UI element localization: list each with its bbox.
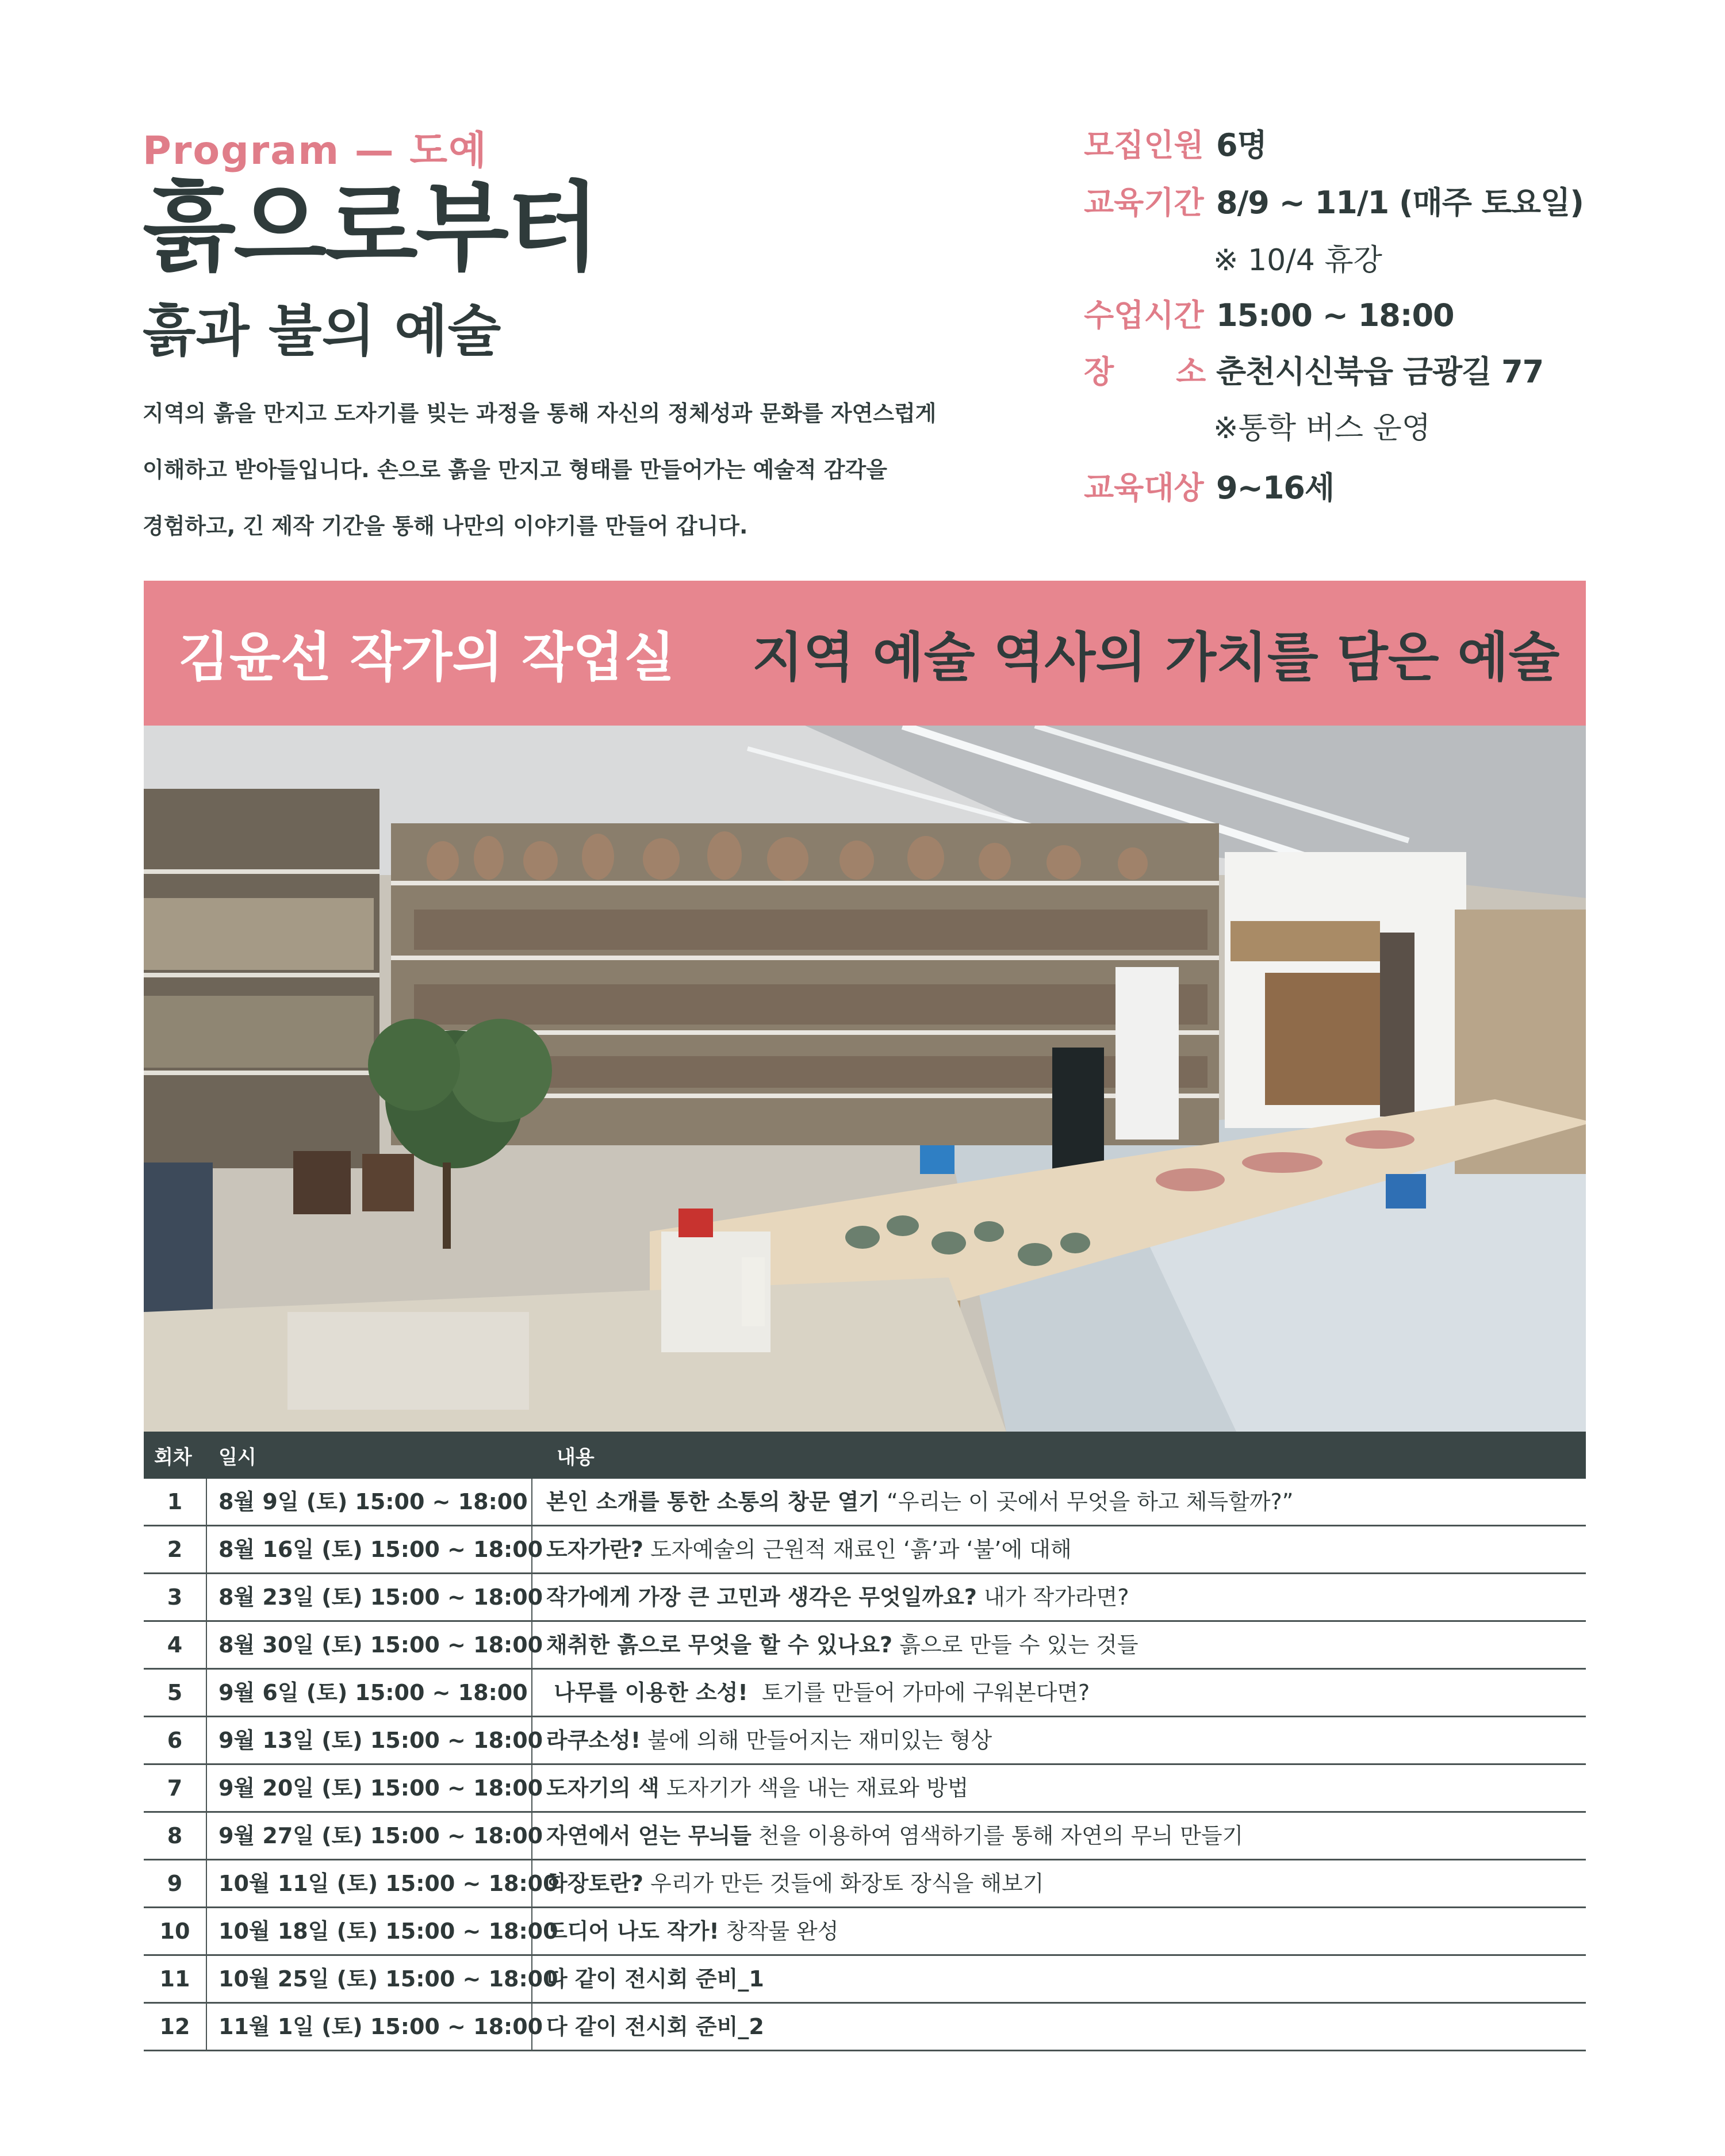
session-date: 9월 27일 (토) 15:00 ~ 18:00 xyxy=(206,1813,532,1859)
session-content xyxy=(532,1670,1090,1716)
info-recruit xyxy=(1084,121,1267,165)
session-content xyxy=(532,1574,1129,1620)
info-place xyxy=(1084,347,1543,392)
info-period xyxy=(1084,178,1584,222)
schedule-header xyxy=(144,1432,1586,1479)
session-date: 10월 18일 (토) 15:00 ~ 18:00 xyxy=(206,1908,532,1954)
session-detail: 도자예술의 근원적 재료인 ‘흙’과 ‘불’에 대해 xyxy=(643,1537,1072,1562)
table-row xyxy=(144,1908,1586,1956)
session-content xyxy=(532,2004,764,2050)
session-date: 8월 23일 (토) 15:00 ~ 18:00 xyxy=(206,1574,532,1620)
info-value: 8/9 ~ 11/1 (매주 토요일) xyxy=(1216,185,1584,221)
session-content xyxy=(532,1479,1293,1525)
session-number: 3 xyxy=(144,1574,207,1620)
info-period-note: ※ 10/4 휴강 xyxy=(1213,243,1382,278)
info-value: 15:00 ~ 18:00 xyxy=(1216,297,1454,333)
table-row xyxy=(144,1860,1586,1908)
session-number: 7 xyxy=(144,1765,207,1811)
info-time xyxy=(1084,291,1454,335)
table-row xyxy=(144,1574,1586,1622)
session-detail: 토기를 만들어 가마에 구워본다면? xyxy=(747,1680,1090,1705)
info-label: 장 소 xyxy=(1084,354,1206,390)
session-content xyxy=(532,1860,1044,1906)
banner-studio-title: 김윤선 작가의 작업실 xyxy=(178,627,675,688)
session-topic: 다 같이 전시회 준비_1 xyxy=(546,1966,764,1992)
session-date: 11월 1일 (토) 15:00 ~ 18:00 xyxy=(206,2004,532,2050)
session-content xyxy=(532,1956,764,2002)
session-topic: 작가에게 가장 큰 고민과 생각은 무엇일까요? xyxy=(546,1585,977,1610)
info-label: 교육기간 xyxy=(1084,185,1204,221)
session-detail: 천을 이용하여 염색하기를 통해 자연의 무늬 만들기 xyxy=(751,1823,1244,1848)
session-content xyxy=(532,1717,992,1763)
session-topic: 채취한 흙으로 무엇을 할 수 있나요? xyxy=(546,1632,893,1658)
page-title: 흙으로부터 xyxy=(143,171,598,284)
session-topic: 화장토란? xyxy=(546,1871,643,1896)
session-number: 2 xyxy=(144,1526,207,1572)
session-date: 10월 25일 (토) 15:00 ~ 18:00 xyxy=(206,1956,532,2002)
session-content xyxy=(532,1622,1138,1668)
header-session: 회차 xyxy=(154,1446,192,1469)
session-content xyxy=(532,1813,1243,1859)
session-content xyxy=(532,1526,1072,1572)
description-line: 경험하고, 긴 제작 기간을 통해 나만의 이야기를 만들어 갑니다. xyxy=(143,513,748,539)
info-label: 교육대상 xyxy=(1084,470,1204,506)
session-date: 9월 13일 (토) 15:00 ~ 18:00 xyxy=(206,1717,532,1763)
info-place-note: ※통학 버스 운영 xyxy=(1213,411,1431,446)
session-number: 10 xyxy=(144,1908,207,1954)
header-content: 내용 xyxy=(557,1446,595,1469)
session-number: 6 xyxy=(144,1717,207,1763)
schedule-table xyxy=(144,1479,1586,2051)
session-number: 8 xyxy=(144,1813,207,1859)
session-date: 9월 20일 (토) 15:00 ~ 18:00 xyxy=(206,1765,532,1811)
program-word: Program xyxy=(143,128,340,174)
table-row xyxy=(144,1765,1586,1813)
info-label: 모집인원 xyxy=(1084,127,1204,163)
session-number: 9 xyxy=(144,1860,207,1906)
session-number: 4 xyxy=(144,1622,207,1668)
session-date: 10월 11일 (토) 15:00 ~ 18:00 xyxy=(206,1860,532,1906)
table-row xyxy=(144,1479,1586,1526)
table-row xyxy=(144,1622,1586,1670)
header-date: 일시 xyxy=(218,1446,256,1469)
session-number: 12 xyxy=(144,2004,207,2050)
info-target xyxy=(1084,463,1334,508)
info-label: 수업시간 xyxy=(1084,297,1204,333)
description-line: 지역의 흙을 만지고 도자기를 빚는 과정을 통해 자신의 정체성과 문화를 자연스럽게 xyxy=(143,401,937,426)
table-row xyxy=(144,1813,1586,1860)
session-topic: 다 같이 전시회 준비_2 xyxy=(546,2014,764,2039)
session-date: 8월 9일 (토) 15:00 ~ 18:00 xyxy=(206,1479,532,1525)
session-detail: “우리는 이 곳에서 무엇을 하고 체득할까?” xyxy=(880,1489,1294,1514)
page-subtitle: 흙과 불의 예술 xyxy=(143,299,501,363)
session-date: 8월 16일 (토) 15:00 ~ 18:00 xyxy=(206,1526,532,1572)
session-content xyxy=(532,1908,838,1954)
session-topic: 도자가란? xyxy=(546,1537,643,1562)
program-dash: — xyxy=(354,128,395,174)
session-detail: 흙으로 만들 수 있는 것들 xyxy=(892,1632,1138,1658)
table-row xyxy=(144,1717,1586,1765)
session-content xyxy=(532,1765,968,1811)
session-number: 5 xyxy=(144,1670,207,1716)
session-date: 8월 30일 (토) 15:00 ~ 18:00 xyxy=(206,1622,532,1668)
table-row xyxy=(144,1956,1586,2004)
session-detail: 도자기가 색을 내는 재료와 방법 xyxy=(659,1775,969,1801)
program-label xyxy=(143,120,488,175)
info-value: 9~16세 xyxy=(1216,470,1335,506)
session-topic: 자연에서 얻는 무늬들 xyxy=(546,1823,752,1848)
session-topic: 드디어 나도 작가! xyxy=(546,1919,719,1944)
studio-photo xyxy=(144,726,1586,1432)
studio-photo-illustration xyxy=(144,726,1586,1432)
description-line: 이해하고 받아들입니다. 손으로 흙을 만지고 형태를 만들어가는 예술적 감각을 xyxy=(143,457,887,482)
session-detail: 우리가 만든 것들에 화장토 장식을 해보기 xyxy=(643,1871,1044,1896)
session-detail: 내가 작가라면? xyxy=(976,1585,1129,1610)
table-row xyxy=(144,2004,1586,2051)
session-topic: 본인 소개를 통한 소통의 창문 열기 xyxy=(546,1489,880,1514)
session-number: 11 xyxy=(144,1956,207,2002)
banner-tagline: 지역 예술 역사의 가치를 담은 예술 xyxy=(752,627,1560,688)
session-topic: 나무를 이용한 소성! xyxy=(546,1680,748,1705)
session-detail: 불에 의해 만들어지는 재미있는 형상 xyxy=(641,1728,992,1753)
table-row xyxy=(144,1670,1586,1717)
table-row xyxy=(144,1526,1586,1574)
session-date: 9월 6일 (토) 15:00 ~ 18:00 xyxy=(206,1670,532,1716)
session-topic: 도자기의 색 xyxy=(546,1775,660,1801)
session-number: 1 xyxy=(144,1479,207,1525)
program-category: 도예 xyxy=(409,128,488,174)
program-description xyxy=(143,385,1005,554)
session-topic: 라쿠소성! xyxy=(546,1728,641,1753)
info-value: 6명 xyxy=(1216,127,1267,163)
session-detail: 창작물 완성 xyxy=(719,1919,839,1944)
info-value: 춘천시신북읍 금광길 77 xyxy=(1216,354,1544,390)
